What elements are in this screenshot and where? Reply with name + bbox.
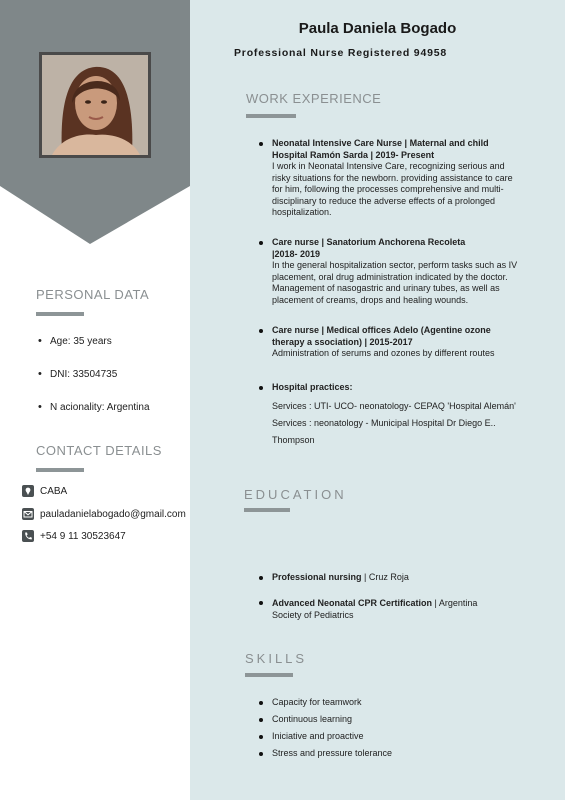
contact-location-text: CABA: [40, 485, 68, 497]
section-underline: [36, 312, 84, 316]
personal-item-nationality: • N acionality: Argentina: [50, 402, 150, 413]
job-heading: Care nurse | Sanatorium Anchorena Recoleta: [272, 237, 466, 247]
right-column: [190, 0, 565, 800]
job-description-line: hospitalization.: [272, 207, 332, 217]
job-description-line: disciplinary to reduce the adverse effects of a prolonged: [272, 195, 495, 206]
job-description-line: placement, oral drug administration indicated by the doctor.: [272, 271, 508, 282]
job-heading-continued: |2018- 2019: [272, 248, 321, 259]
contact-phone[interactable]: [22, 530, 126, 542]
job-description-line: Management of nasogastric and urinary tubes, as well as: [272, 283, 500, 293]
job-description-line: In the general hospitalization sector, perform tasks such as IV: [272, 260, 518, 270]
section-underline: [245, 673, 293, 677]
hospital-practices-heading: Hospital practices:: [272, 382, 353, 392]
education-item: [272, 597, 477, 621]
education-degree: Professional nursing: [272, 572, 362, 582]
education-degree: Advanced Neonatal CPR Certification: [272, 598, 433, 608]
job-entry: [272, 237, 548, 306]
left-column: [0, 0, 190, 800]
job-description-line: for him, following the processes comprehensive and multi-: [272, 184, 504, 194]
job-description-line: placement of creams, drops and healing wounds.: [272, 294, 469, 305]
practice-line: Services : neonatology - Municipal Hospital Dr Diego E..: [272, 418, 496, 428]
contact-email[interactable]: [22, 508, 186, 520]
section-underline: [244, 508, 290, 512]
map-pin-icon: [22, 485, 34, 497]
job-description-line: I work in Neonatal Intensive Care, recognizing serious and: [272, 161, 505, 171]
work-experience-title: WORK EXPERIENCE: [246, 91, 382, 106]
job-entry: [272, 138, 548, 219]
job-heading-continued: Hospital Ramón Sarda | 2019- Present: [272, 149, 435, 160]
practice-line: Services : UTI- UCO- neonatology- CEPAQ 'Hospital Alemán': [272, 401, 516, 411]
skill-item: Stress and pressure tolerance: [272, 748, 393, 758]
portrait-image: [42, 55, 148, 155]
job-heading: Neonatal Intensive Care Nurse | Maternal and child: [272, 138, 489, 148]
education-institution: | Argentina: [432, 598, 478, 608]
skill-item: Capacity for teamwork: [272, 697, 362, 707]
skill-item: Iniciative and proactive: [272, 731, 364, 741]
skills-title: SKILLS: [245, 651, 308, 666]
job-heading: Care nurse | Medical offices Adelo (Agentine ozone: [272, 325, 491, 335]
personal-data-title: PERSONAL DATA: [36, 287, 150, 302]
education-title: EDUCATION: [244, 487, 347, 502]
profile-photo: [39, 52, 151, 158]
job-entry: [272, 325, 548, 360]
practice-line: Thompson: [272, 435, 315, 445]
skill-item: Continuous learning: [272, 714, 353, 724]
personal-item-dni: • DNI: 33504735: [50, 369, 117, 380]
contact-email-text[interactable]: pauladanielabogado@gmail.com: [40, 508, 186, 520]
education-institution: | Cruz Roja: [361, 572, 409, 582]
section-underline: [246, 114, 296, 118]
candidate-name: Paula Daniela Bogado: [298, 20, 457, 37]
education-item: [272, 572, 409, 582]
job-description-line: Administration of serums and ozones by different routes: [272, 348, 495, 358]
contact-location: [22, 485, 67, 497]
contact-details-title: CONTACT DETAILS: [36, 443, 162, 458]
job-heading-continued: therapy a ssociation) | 2015-2017: [272, 336, 413, 347]
contact-phone-text[interactable]: +54 9 11 30523647: [40, 530, 126, 542]
job-description-line: risky situations for the newborn. providing assistance to care: [272, 172, 513, 183]
personal-item-age: • Age: 35 years: [50, 336, 112, 347]
phone-icon: [22, 530, 34, 542]
envelope-icon: [22, 508, 34, 520]
education-institution-continued: Society of Pediatrics: [272, 610, 354, 620]
section-underline: [36, 468, 84, 472]
professional-subtitle: Professional Nurse Registered 94958: [234, 47, 448, 59]
